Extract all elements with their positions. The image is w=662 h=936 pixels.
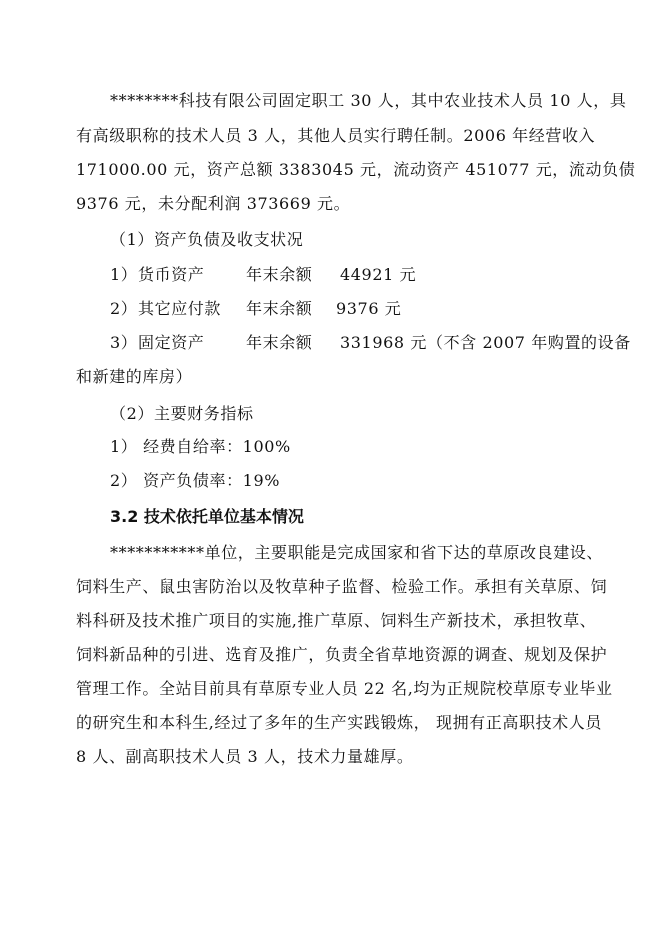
para2-line-3: 料科研及技术推广项目的实施,推广草原、饲料生产新技术，承担牧草、	[76, 611, 597, 630]
para1-line-3: 171000.00 元，资产总额 3383045 元，流动资产 451077 元，流动负债	[76, 160, 636, 179]
asset-item-2-number: 2）	[110, 299, 138, 318]
section2-title: （2）主要财务指标	[110, 404, 254, 423]
asset-item-1-number: 1）	[110, 265, 138, 284]
asset-item-3-value: 331968 元（不含 2007 年购置的设备	[340, 333, 631, 352]
para2-line-5: 管理工作。全站目前具有草原专业人员 22 名,均为正规院校草原专业毕业	[76, 679, 613, 698]
para2-line-7: 8 人、副高职技术人员 3 人，技术力量雄厚。	[76, 747, 414, 766]
asset-item-3-number: 3）	[110, 333, 138, 352]
section1-title: （1）资产负债及收支状况	[110, 230, 304, 249]
asset-item-3-name: 固定资产	[138, 333, 205, 352]
asset-item-1-name: 货币资产	[138, 265, 205, 284]
para2-line-2: 饲料生产、鼠虫害防治以及牧草种子监督、检验工作。承担有关草原、饲	[76, 577, 608, 596]
asset-item-3-label: 年末余额	[246, 333, 313, 352]
para1-line-1: ********科技有限公司固定职工 30 人，其中农业技术人员 10 人，具	[110, 91, 627, 110]
asset-item-1-label: 年末余额	[246, 265, 313, 284]
para2-line-1: ***********单位，主要职能是完成国家和省下达的草原改良建设、	[110, 543, 604, 562]
section-number: 3.2	[110, 507, 139, 526]
para2-line-6: 的研究生和本科生,经过了多年的生产实践锻炼， 现拥有正高职技术人员	[76, 713, 602, 732]
section-heading-3-2	[110, 507, 304, 527]
asset-item-1-value: 44921 元	[340, 265, 417, 284]
para1-line-2: 有高级职称的技术人员 3 人，其他人员实行聘任制。2006 年经营收入	[76, 126, 596, 145]
asset-item-2-name: 其它应付款	[138, 299, 222, 318]
asset-item-2-label: 年末余额	[246, 299, 313, 318]
indicator-item-1: 1） 经费自给率：100%	[110, 437, 291, 456]
section1-continuation: 和新建的库房）	[76, 367, 193, 386]
asset-item-2-value: 9376 元	[336, 299, 402, 318]
para2-line-4: 饲料新品种的引进、选育及推广，负责全省草地资源的调查、规划及保护	[76, 645, 608, 664]
indicator-item-2: 2） 资产负债率：19%	[110, 471, 281, 490]
section-title: 技术依托单位基本情况	[143, 507, 304, 526]
para1-line-4: 9376 元，未分配利润 373669 元。	[76, 194, 351, 213]
